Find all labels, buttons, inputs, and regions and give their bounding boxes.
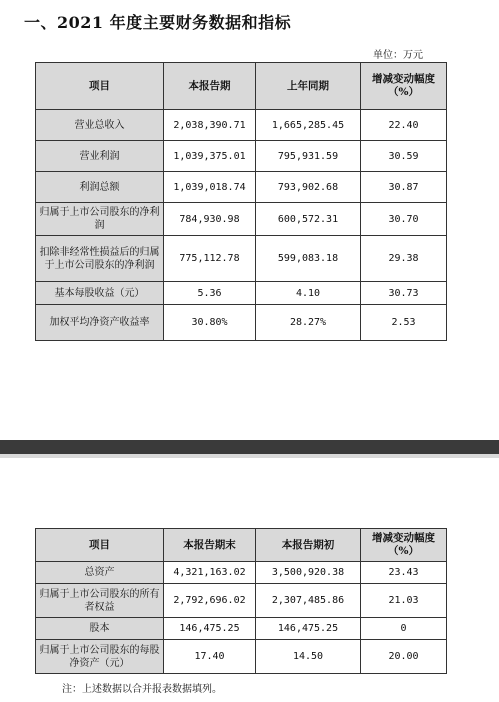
column-header: 本报告期初 — [256, 529, 361, 562]
table-row — [36, 236, 447, 282]
table-row — [36, 562, 447, 584]
row-label: 加权平均净资产收益率 — [36, 305, 164, 341]
cell-value: 1,039,018.74 — [164, 172, 256, 203]
unit-label: 单位：万元 — [373, 50, 423, 61]
cell-value: 600,572.31 — [256, 203, 361, 236]
table-row — [36, 584, 447, 618]
column-header: 项目 — [36, 63, 164, 110]
balance-table — [35, 528, 447, 674]
row-label: 营业利润 — [36, 141, 164, 172]
table-row — [36, 203, 447, 236]
table-row — [36, 172, 447, 203]
cell-value: 14.50 — [256, 640, 361, 674]
row-label: 基本每股收益（元） — [36, 282, 164, 305]
cell-value: 30.87 — [361, 172, 447, 203]
table-row — [36, 282, 447, 305]
column-header: 上年同期 — [256, 63, 361, 110]
cell-value: 599,083.18 — [256, 236, 361, 282]
row-label: 总资产 — [36, 562, 164, 584]
table-row — [36, 141, 447, 172]
page-separator — [0, 440, 499, 454]
row-label: 利润总额 — [36, 172, 164, 203]
section-title: 一、2021 年度主要财务数据和指标 — [24, 13, 292, 32]
row-label: 归属于上市公司股东的每股净资产（元） — [36, 640, 164, 674]
cell-value: 4.10 — [256, 282, 361, 305]
table-row — [36, 110, 447, 141]
row-label: 归属于上市公司股东的净利润 — [36, 203, 164, 236]
table-row — [36, 640, 447, 674]
cell-value: 1,665,285.45 — [256, 110, 361, 141]
cell-value: 20.00 — [361, 640, 447, 674]
table-row — [36, 618, 447, 640]
cell-value: 17.40 — [164, 640, 256, 674]
cell-value: 23.43 — [361, 562, 447, 584]
cell-value: 30.80% — [164, 305, 256, 341]
cell-value: 2.53 — [361, 305, 447, 341]
cell-value: 784,930.98 — [164, 203, 256, 236]
row-label: 归属于上市公司股东的所有者权益 — [36, 584, 164, 618]
cell-value: 30.59 — [361, 141, 447, 172]
cell-value: 2,792,696.02 — [164, 584, 256, 618]
column-header: 增减变动幅度（%） — [361, 529, 447, 562]
column-header: 项目 — [36, 529, 164, 562]
cell-value: 146,475.25 — [256, 618, 361, 640]
column-header: 增减变动幅度（%） — [361, 63, 447, 110]
cell-value: 3,500,920.38 — [256, 562, 361, 584]
cell-value: 795,931.59 — [256, 141, 361, 172]
table-note: 注：上述数据以合并报表数据填列。 — [62, 684, 222, 695]
cell-value: 0 — [361, 618, 447, 640]
cell-value: 2,307,485.86 — [256, 584, 361, 618]
cell-value: 29.38 — [361, 236, 447, 282]
cell-value: 1,039,375.01 — [164, 141, 256, 172]
cell-value: 5.36 — [164, 282, 256, 305]
cell-value: 793,902.68 — [256, 172, 361, 203]
cell-value: 2,038,390.71 — [164, 110, 256, 141]
cell-value: 146,475.25 — [164, 618, 256, 640]
cell-value: 775,112.78 — [164, 236, 256, 282]
cell-value: 30.73 — [361, 282, 447, 305]
cell-value: 22.40 — [361, 110, 447, 141]
row-label: 营业总收入 — [36, 110, 164, 141]
row-label: 股本 — [36, 618, 164, 640]
cell-value: 28.27% — [256, 305, 361, 341]
cell-value: 4,321,163.02 — [164, 562, 256, 584]
income-table — [35, 62, 447, 341]
row-label: 扣除非经常性损益后的归属于上市公司股东的净利润 — [36, 236, 164, 282]
table-row — [36, 305, 447, 341]
column-header: 本报告期末 — [164, 529, 256, 562]
cell-value: 21.03 — [361, 584, 447, 618]
column-header: 本报告期 — [164, 63, 256, 110]
cell-value: 30.70 — [361, 203, 447, 236]
